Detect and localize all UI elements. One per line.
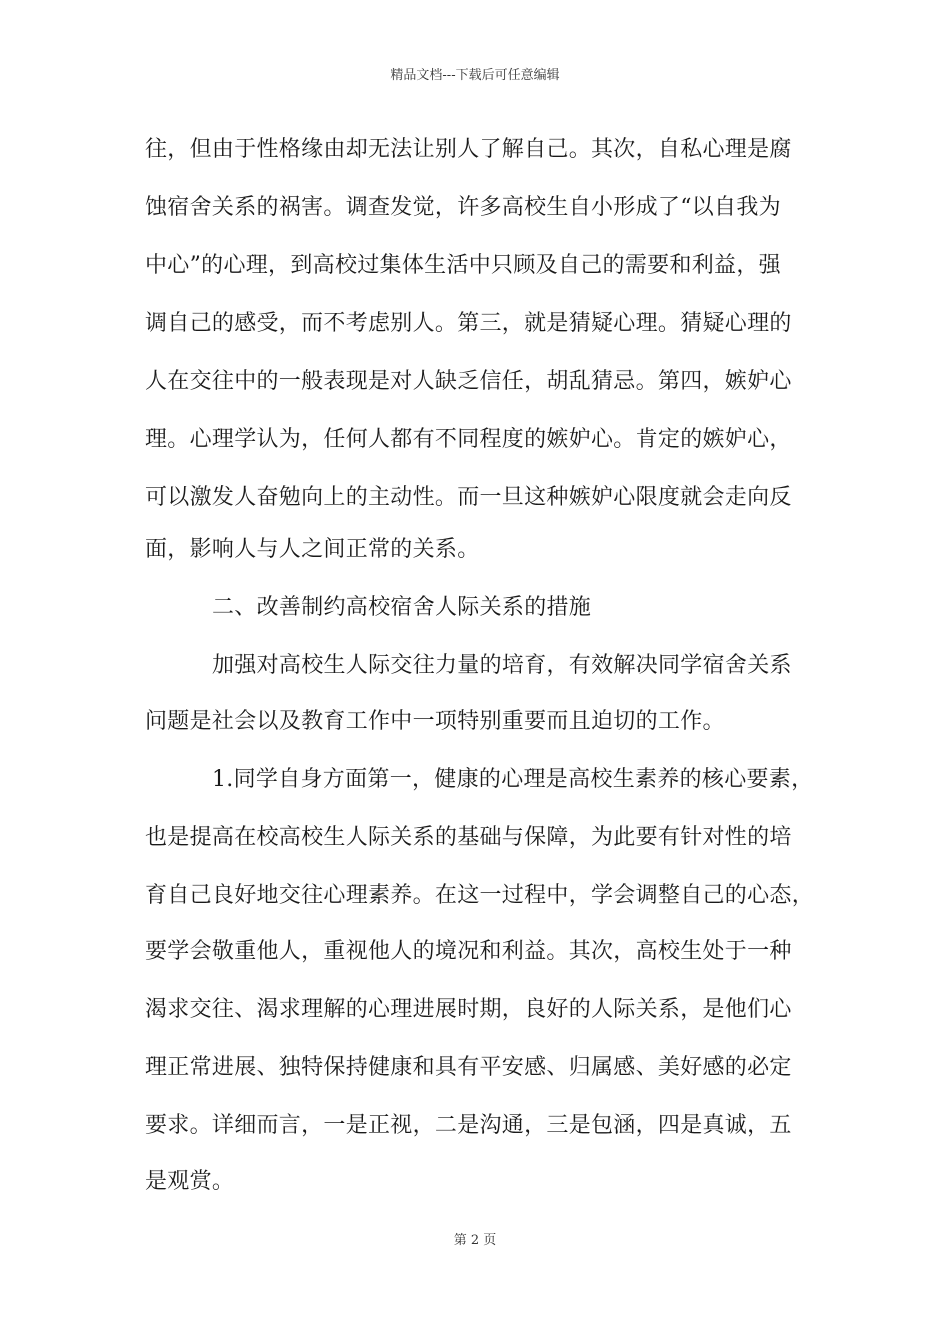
body-line: 可以激发人奋勉向上的主动性。而一旦这种嫉妒心限度就会走向反 bbox=[145, 485, 792, 510]
body-line: 人在交往中的一般表现是对人缺乏信任，胡乱猜忌。第四，嫉妒心 bbox=[145, 369, 792, 394]
page-header: 精品文档---下载后可任意编辑 bbox=[390, 68, 560, 83]
body-line: 往，但由于性格缘由却无法让别人了解自己。其次，自私心理是腐 bbox=[145, 137, 792, 162]
body-line: 育自己良好地交往心理素养。在这一过程中，学会调整自己的心态， bbox=[145, 883, 815, 908]
body-line: 中心”的心理，到高校过集体生活中只顾及自己的需要和利益，强 bbox=[145, 253, 781, 278]
body-line: 1.同学自身方面第一，健康的心理是高校生素养的核心要素， bbox=[212, 767, 814, 792]
body-line: 是观赏。 bbox=[145, 1169, 235, 1194]
body-line: 渴求交往、渴求理解的心理进展时期，良好的人际关系，是他们心 bbox=[145, 997, 792, 1022]
body-line: 问题是社会以及教育工作中一项特别重要而且迫切的工作。 bbox=[145, 709, 725, 734]
body-line: 也是提高在校高校生人际关系的基础与保障，为此要有针对性的培 bbox=[145, 825, 792, 850]
body-line: 理正常进展、独特保持健康和具有平安感、归属感、美好感的必定 bbox=[145, 1055, 792, 1080]
body-line: 调自己的感受，而不考虑别人。第三，就是猜疑心理。猜疑心理的 bbox=[145, 311, 792, 336]
body-line: 要求。详细而言，一是正视，二是沟通，三是包涵，四是真诚，五 bbox=[145, 1113, 792, 1138]
section-heading: 二、改善制约高校宿舍人际关系的措施 bbox=[212, 595, 592, 620]
body-line: 面，影响人与人之间正常的关系。 bbox=[145, 537, 480, 562]
page-number: 第 2 页 bbox=[453, 1233, 497, 1248]
body-line: 理。心理学认为，任何人都有不同程度的嫉妒心。肯定的嫉妒心， bbox=[145, 427, 792, 452]
body-line: 蚀宿舍关系的祸害。调查发觉，许多高校生自小形成了“以自我为 bbox=[145, 195, 781, 220]
body-line: 加强对高校生人际交往力量的培育，有效解决同学宿舍关系 bbox=[212, 653, 792, 678]
body-line: 要学会敬重他人，重视他人的境况和利益。其次，高校生处于一种 bbox=[145, 939, 792, 964]
